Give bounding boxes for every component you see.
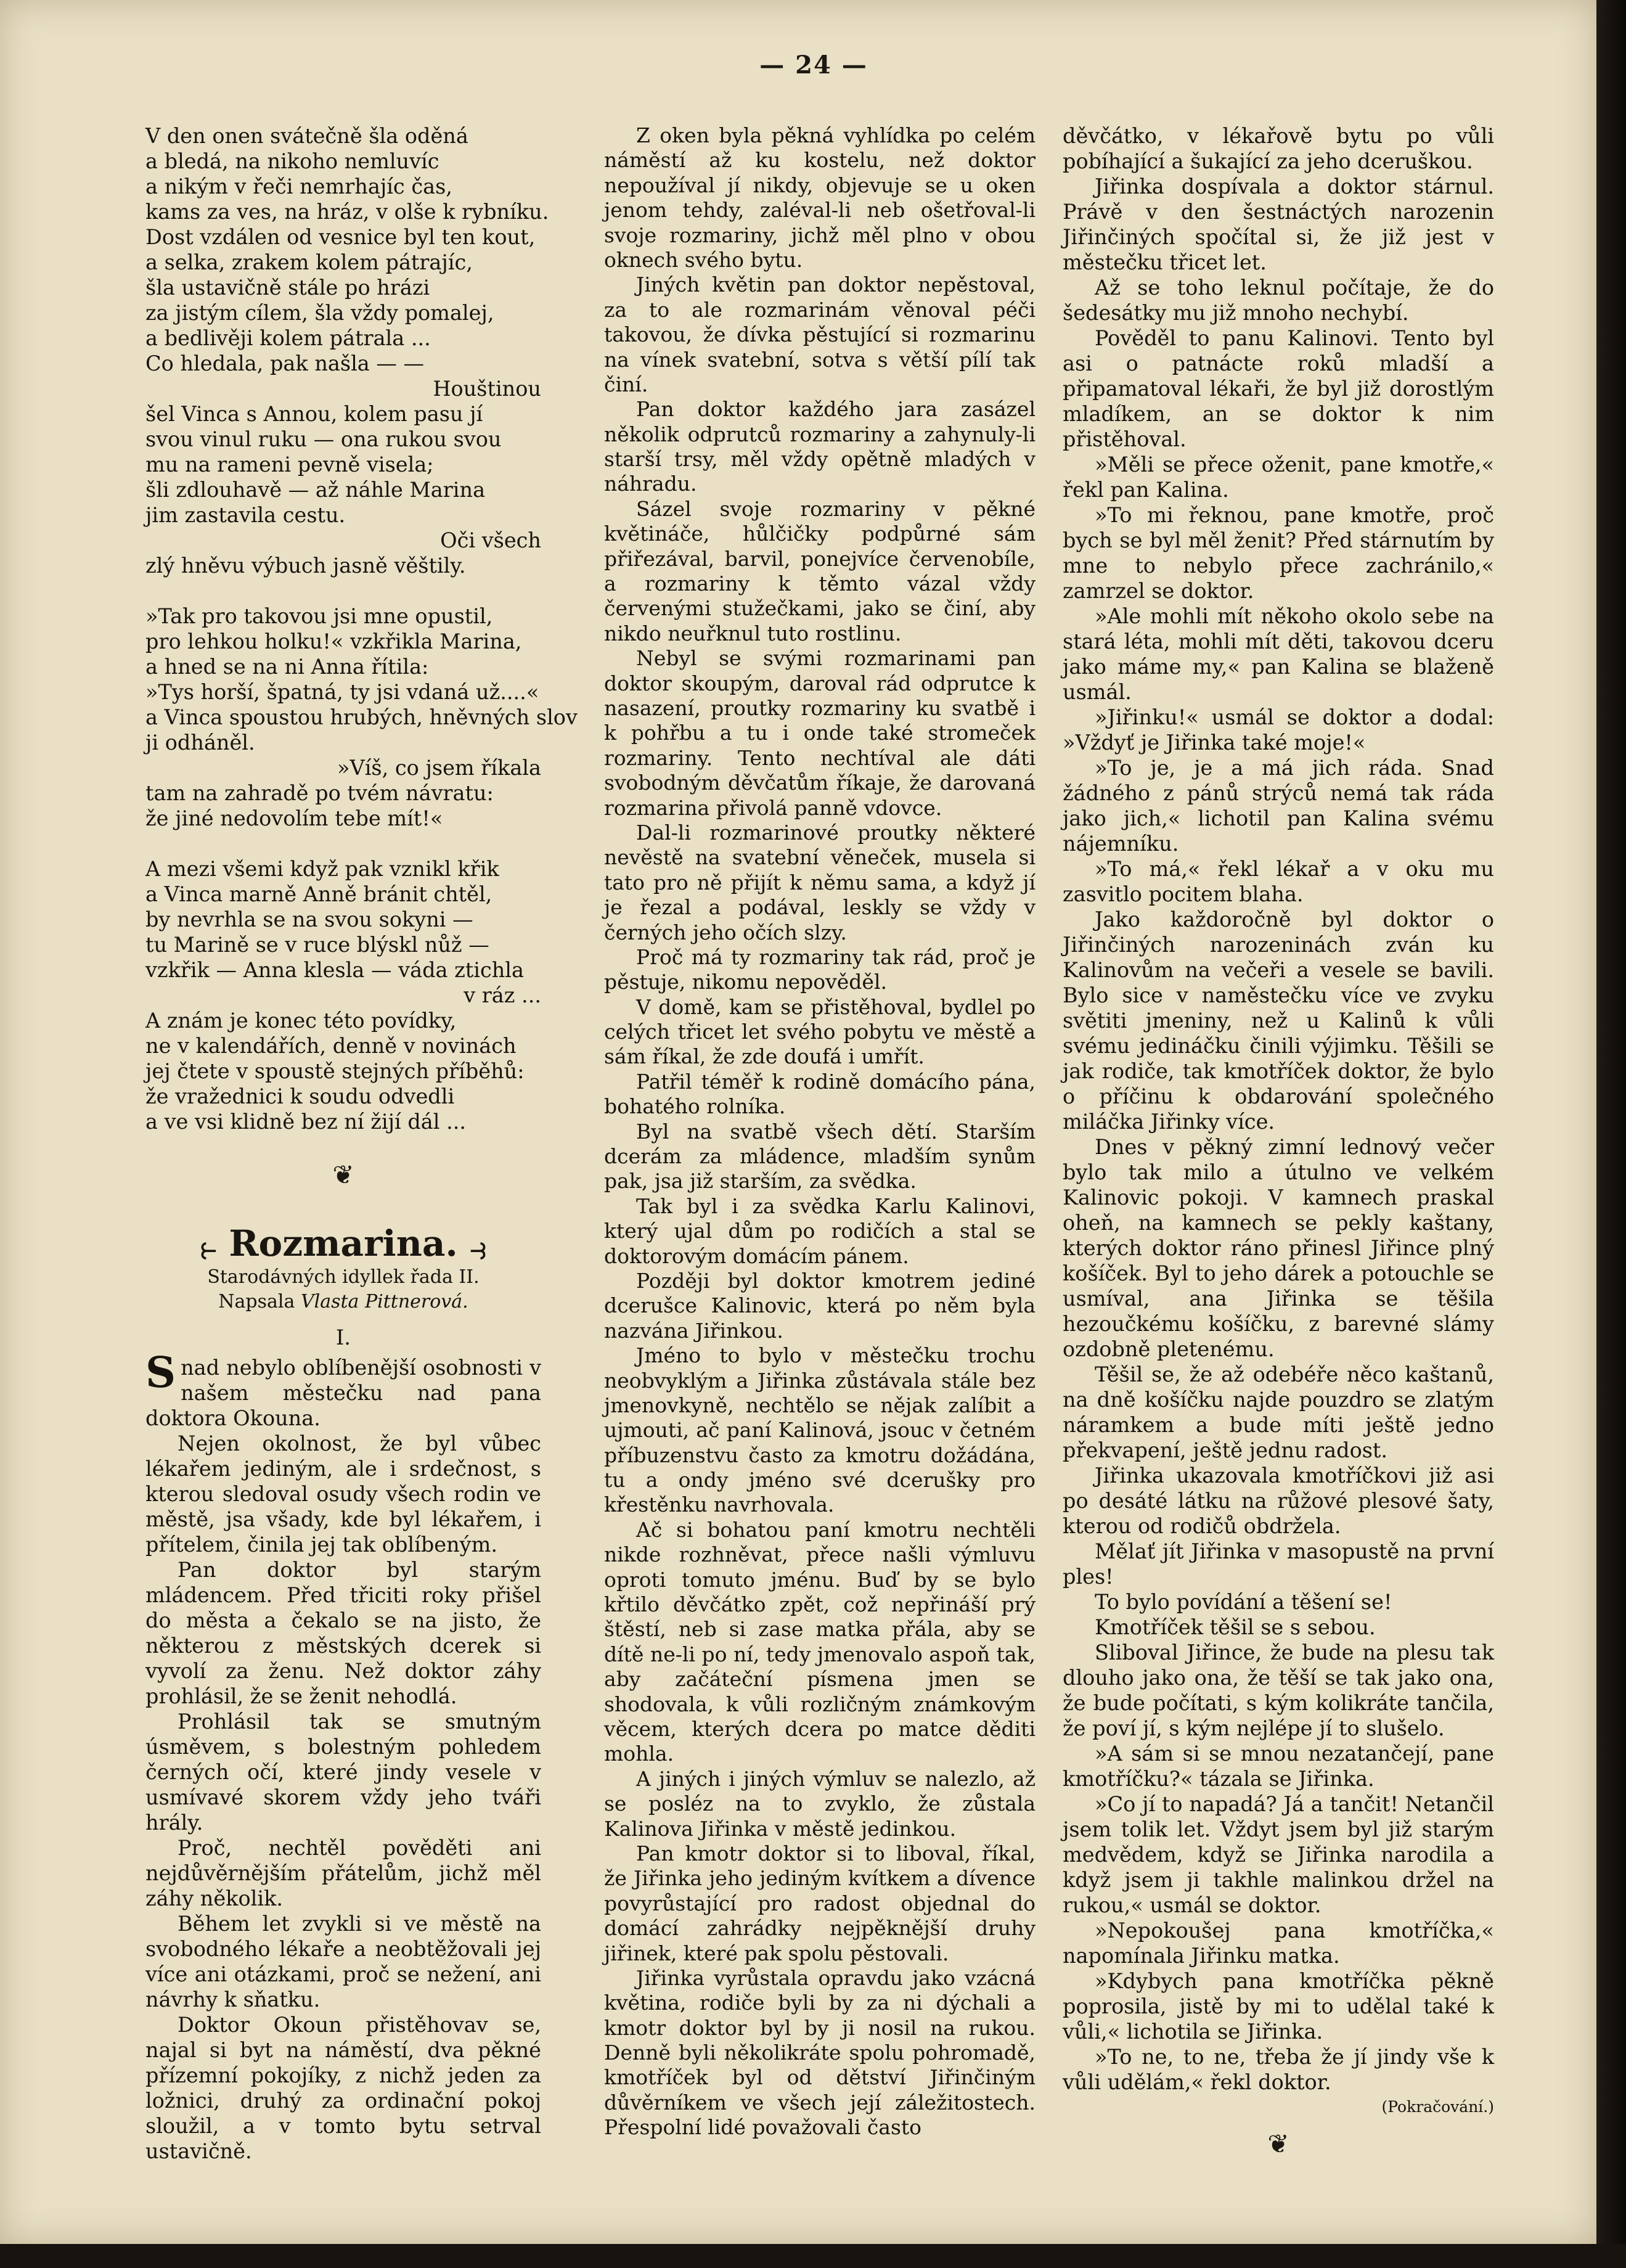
poem-line: tam na zahradě po tvém návratu: xyxy=(145,781,494,805)
paragraph: Proč má ty rozmariny tak rád, proč je pěstuje, nikomu nepověděl. xyxy=(604,944,1036,994)
paragraph: A jiných i jiných výmluv se nalezlo, až se posléz na to zvyklo, že zůstala Kalinova Jiřinka v městě jedinkou. xyxy=(604,1766,1036,1841)
poem-line: a Vinca marně Anně bránit chtěl, xyxy=(145,882,492,906)
poem-line: šla ustavičně stále po hrázi xyxy=(145,276,430,300)
poem-line: a selka, zrakem kolem pátrajíc, xyxy=(145,250,473,274)
poem-line: a Vinca spoustou hrubých, hněvných slov xyxy=(145,705,578,729)
poem-line: a hned se na ni Anna řítila: xyxy=(145,655,429,679)
paragraph: Později byl doktor kmotrem jediné dcerušce Kalinovic, která po něm byla nazvána Jiřinkou. xyxy=(604,1268,1036,1343)
paragraph: Byl na svatbě všech dětí. Starším dcerám za mládence, mladším synům pak, jsa již starším, za svědka. xyxy=(604,1119,1036,1193)
column-2 xyxy=(604,123,1036,2140)
poem-line: Co hledala, pak našla — — xyxy=(145,351,425,375)
poem-line: za jistým cílem, šla vždy pomalej, xyxy=(145,301,494,325)
paragraph: Pověděl to panu Kalinovi. Tento byl asi o patnácte roků mladší a připamatoval lékaři, že byl již dorostlým mladíkem, an se doktor k nim přistěhoval. xyxy=(1063,326,1494,451)
continued-note: (Pokračování.) xyxy=(1381,2098,1494,2116)
poem-line: Dost vzdálen od vesnice byl ten kout, xyxy=(145,225,536,249)
poem-line: že vražednici k soudu odvedli xyxy=(145,1084,455,1108)
byline-prefix: Napsala xyxy=(218,1291,295,1312)
paragraph: V domě, kam se přistěhoval, bydlel po celých třicet let svého pobytu ve městě a sám říkal, že zde doufá i umřít. xyxy=(604,994,1036,1069)
paragraph: Proč, nechtěl pověděti ani nejdůvěrnějším přátelům, jichž měl záhy několik. xyxy=(145,1836,541,1910)
paragraph: Nejen okolnost, že byl vůbec lékařem jediným, ale i srdečnost, s kterou sledoval osudy všech rodin ve městě, jsa všady, kde byl lékařem, i přítelem, činila jej tak oblíbeným. xyxy=(145,1431,541,1557)
poem-line: V den onen svátečně šla oděná xyxy=(145,124,468,148)
page-edge-shadow xyxy=(1596,0,1626,2268)
flourish-left-icon: ⥼ xyxy=(196,1233,221,1267)
poem-line: vzkřik — Anna klesla — váda ztichla xyxy=(145,958,524,982)
poem-line: »Tak pro takovou jsi mne opustil, xyxy=(145,604,493,628)
poem-line: tu Marině se v ruce blýskl nůž — xyxy=(145,933,489,957)
paragraph: Jako každoročně byl doktor o Jiřinčiných narozeninách zván ku Kalinovům na večeři a vesele se bavili. Bylo sice v naměstečku více ve zvyku světiti jmeniny, než u Kalinů k vůli svému jedináčku činili výjimku. Těšili se jak rodiče, tak kmotříček doktor, že bylo o příčinu k obdarování společného miláčka Jiřinky více. xyxy=(1063,907,1494,1134)
paragraph: Patřil téměř k rodině domácího pána, bohatého rolníka. xyxy=(604,1069,1036,1119)
paragraph: děvčátko, v lékařově bytu po vůli pobíhající a šukající za jeho dceruškou. xyxy=(1063,124,1494,173)
paragraph: Prohlásil tak se smutným úsměvem, s bolestným pohledem černých očí, které jindy vesele v usmívavé skorem vždy jeho tváři hrály. xyxy=(145,1709,541,1835)
poem-lines-a xyxy=(145,123,578,1134)
poem-line: ji odháněl. xyxy=(145,731,255,755)
chapter-number: I. xyxy=(335,1325,351,1350)
paragraph: »A sám si se mnou nezatančejí, pane kmotříčku?« tázala se Jiřinka. xyxy=(1063,1742,1494,1791)
ornament-icon: ❦ xyxy=(332,1160,354,1190)
paragraph: »Nepokoušej pana kmotříčka,« napomínala Jiřinku matka. xyxy=(1063,1918,1494,1968)
story-title: Rozmarina. xyxy=(229,1222,458,1264)
poem-line: v ráz ... xyxy=(464,983,541,1007)
paragraph: Jiřinka dospívala a doktor stárnul. Právě v den šestnáctých narozenin Jiřinčiných spočítal si, že již jest v městečku třicet let. xyxy=(1063,174,1494,274)
paragraph: »To ne, to ne, třeba že jí jindy vše k vůli udělám,« řekl doktor. xyxy=(1063,2045,1494,2094)
poem-line: a bledá, na nikoho nemluvíc xyxy=(145,149,439,173)
paragraph: To bylo povídání a těšení se! xyxy=(1095,1590,1392,1614)
poem-line: kams za ves, na hráz, v olše k rybníku. xyxy=(145,200,549,224)
poem-line: zlý hněvu výbuch jasně věštily. xyxy=(145,554,466,578)
paragraph: Pan doktor každého jara zasázel několik odprutců rozmariny a zahynuly-li starší trsy, měl vždy opětně mladých v náhradu. xyxy=(604,397,1036,496)
paragraph: Sázel svoje rozmariny v pěkné květináče, hůlčičky podpůrné sám přiřezával, barvil, ponejvíce červenobíle, a rozmariny k těmto vázal vždy červenými stužečkami, jako se činí, aby nikdo neuřknul tuto rostlinu. xyxy=(604,496,1036,645)
ornament-icon: ❦ xyxy=(1267,2129,1289,2159)
paragraph: Dal-li rozmarinové proutky některé nevěstě na svatební věneček, musela si tato pro ně přijít k němu sama, a když jí je řezal a podával, leskly se vždy v černých jeho očích slzy. xyxy=(604,820,1036,944)
poem-line: Oči všech xyxy=(440,528,541,552)
paragraph-text: nad nebylo oblíbenější osobnosti v našem městečku nad pana doktora Okouna. xyxy=(145,1356,541,1430)
paragraph: Doktor Okoun přistěhovav se, najal si byt na náměstí, dva pěkné přízemní pokojíky, z nichž jeden za ložnici, druhý za ordinační pokoj sloužil, a v tomto bytu setrval ustavičně. xyxy=(145,2013,541,2163)
poem-line: že jiné nedovolím tebe mít!« xyxy=(145,806,443,830)
poem-line: pro lehkou holku!« vzkřikla Marina, xyxy=(145,629,522,653)
poem-line: a bedlivěji kolem pátrala ... xyxy=(145,326,431,350)
story-subtitle: Starodávných idyllek řada II. xyxy=(207,1266,480,1288)
paragraph: Jiřinka ukazovala kmotříčkovi již asi po desáté látku na růžové plesové šaty, kterou od rodičů obdržela. xyxy=(1063,1464,1494,1538)
paragraph: Mělať jít Jiřinka v masopustě na první ples! xyxy=(1063,1539,1494,1589)
paragraph: »Co jí to napadá? Já a tančit! Netančil jsem tolik let. Vždyt jsem byl již starým medvědem, když se Jiřinka narodila a když jsem ji takhle malinkou držel na rukou,« usmál se doktor. xyxy=(1063,1792,1494,1917)
poem-line: svou vinul ruku — ona rukou svou xyxy=(145,427,502,451)
poem-line: ne v kalendářích, denně v novinách xyxy=(145,1034,517,1058)
story-byline xyxy=(145,1290,541,1314)
poem-line: šel Vinca s Annou, kolem pasu jí xyxy=(145,402,483,426)
paragraph: Během let zvykli si ve městě na svobodného lékaře a neobtěžovali jej více ani otázkami, proč se nežení, ani návrhy k sňatku. xyxy=(145,1912,541,2012)
paragraph: Jiřinka vyrůstala opravdu jako vzácná květina, rodiče byli by za ni dýchali a kmotr doktor byl by ji nosil na rukou. Denně byli několikráte spolu pohromadě, kmotříček byl od dětství Jiřinčiným důvěrníkem ve všech její záležitostech. Přespolní lidé považovali často xyxy=(604,1965,1036,2140)
poem-line: »Víš, co jsem říkala xyxy=(337,756,541,780)
paragraph: »To má,« řekl lékař a v oku mu zasvitlo pocitem blaha. xyxy=(1063,857,1494,906)
paragraph: »To je, je a má jich ráda. Snad žádného z pánů strýců nemá tak ráda jako jich,« lichotil pan Kalina svému nájemníku. xyxy=(1063,756,1494,856)
paragraph xyxy=(145,1348,541,1431)
author-name: Vlasta Pittnerová. xyxy=(300,1291,468,1312)
paragraph: »Měli se přece oženit, pane kmotře,« řekl pan Kalina. xyxy=(1063,452,1494,502)
paragraph: Ač si bohatou paní kmotru nechtěli nikde rozhněvat, přece našli výmluvu oproti tomuto jménu. Buď by se bylo křtilo děvčátko zpět, což nepřináší prý štěstí, neb si zase matka přála, aby se dítě ne-li po ní, tedy jmenovalo aspoň tak, aby začáteční písmena jmen se shodovala, k vůli rozličným známkovým věcem, kterých dcera po matce děditi mohla. xyxy=(604,1517,1036,1766)
paragraph: Pan kmotr doktor si to liboval, říkal, že Jiřinka jeho jediným kvítkem a dívence povyrůstající pro radost objednal do domácí zahrádky nejpěknější druhy jiřinek, které pak spolu pěstovali. xyxy=(604,1841,1036,1965)
paragraph: Jiných květin pan doktor nepěstoval, za to ale rozmarinám věnoval péči takovou, že dívka pěstující si rozmarinu na vínek svatební, sotva s větší pílí tak činí. xyxy=(604,272,1036,396)
poem-line: Houštinou xyxy=(433,377,541,401)
paragraph: »Ale mohli mít někoho okolo sebe na stará léta, mohli mít děti, takovou dceru jako máme my,« pan Kalina se blaženě usmál. xyxy=(1063,604,1494,704)
poem-line: A znám je konec této povídky, xyxy=(145,1009,457,1033)
column-1 xyxy=(145,123,578,2164)
paragraph: Pan doktor byl starým mládencem. Před třiciti roky přišel do města a čekalo se na jisto, že některou z městských dcerek si vyvolí za ženu. Než doktor záhy prohlásil, že se ženit nehodlá. xyxy=(145,1558,541,1708)
paragraph: Tak byl i za svědka Karlu Kalinovi, který ujal dům po rodičích a stal se doktorovým domácím pánem. xyxy=(604,1193,1036,1268)
poem-line: jej čtete v spoustě stejných příběhů: xyxy=(145,1059,525,1083)
page-edge-bottom xyxy=(0,2244,1626,2268)
paragraph: »To mi řeknou, pane kmotře, proč bych se byl měl ženit? Před stárnutím by mne to nebylo přece zachránilo,« zamrzel se doktor. xyxy=(1063,503,1494,603)
poem-line: »Tys horší, špatná, ty jsi vdaná už....« xyxy=(145,680,539,704)
paragraph: »Kdybych pana kmotříčka pěkně poprosila, jistě by mi to udělal také k vůli,« lichotila se Jiřinka. xyxy=(1063,1969,1494,2044)
column-3 xyxy=(1063,123,1494,2185)
poem-line: a ve vsi klidně bez ní žijí dál ... xyxy=(145,1110,467,1134)
poem-line: šli zdlouhavě — až náhle Marina xyxy=(145,478,486,502)
drop-cap: S xyxy=(145,1348,176,1398)
poem-line: mu na rameni pevně visela; xyxy=(145,452,434,477)
paragraph: Z oken byla pěkná vyhlídka po celém náměstí až ku kostelu, než doktor nepoužíval jí nikdy, objevuje se u oken jenom tehdy, zaléval-li neb ošetřoval-li svoje rozmariny, jichž měl plno v obou oknech svého bytu. xyxy=(604,123,1036,272)
page-number: — 24 — xyxy=(759,51,868,80)
paragraph: Kmotříček těšil se s sebou. xyxy=(1095,1615,1376,1639)
paragraph: Nebyl se svými rozmarinami pan doktor skoupým, daroval rád odprutce k nasazení, proutky rozmariny ku svatbě i k pohřbu a tu i onde také stromeček rozmariny. Tento nechtíval ale dáti svobodným děvčatům říkaje, že darovaná rozmarina přivolá panně vdovce. xyxy=(604,646,1036,820)
flourish-right-icon: ⥽ xyxy=(466,1233,491,1267)
paragraph: Jméno to bylo v městečku trochu neobvyklým a Jiřinka zůstávala stále bez jmenovkyně, nechtělo se nějak zalíbit a ujmouti, ač paní Kalinová, jsouc v četném příbuzenstvu často za kmotru dožádána, tu a ondy jméno své dcerušky pro křestěnku navrhovala. xyxy=(604,1343,1036,1517)
story-title-block xyxy=(145,1222,541,1265)
poem-line: A mezi všemi když pak vznikl křik xyxy=(145,857,499,881)
paragraph: Dnes v pěkný zimní lednový večer bylo tak milo a útulno ve velkém Kalinovic pokoji. V kamnech praskal oheň, na kamnech se pekly kaštany, kterých doktor ráno přinesl Jiřince plný košíček. Byl to jeho dárek a potouchle se usmíval, ana Jiřinka se těšila hezoučkému košíčku, z barevné slámy ozdobně pletenému. xyxy=(1063,1135,1494,1361)
paragraph: Sliboval Jiřince, že bude na plesu tak dlouho jako ona, že těší se tak jako ona, že bude počítati, s kým kolikráte tančila, že poví jí, s kým nejlépe jí to slušelo. xyxy=(1063,1640,1494,1740)
paragraph: Těšil se, že až odebéře něco kaštanů, na dně košíčku najde pouzdro se zlatým náramkem a bude míti ještě jedno překvapení, ještě jednu radost. xyxy=(1063,1362,1494,1462)
paragraph: »Jiřinku!« usmál se doktor a dodal: »Vždyť je Jiřinka také moje!« xyxy=(1063,705,1494,755)
poem-line: by nevrhla se na svou sokyni — xyxy=(145,907,473,931)
poem-line: jim zastavila cestu. xyxy=(145,503,346,527)
poem-line: a nikým v řeči nemrhajíc čas, xyxy=(145,174,452,199)
paragraph: Až se toho leknul počítaje, že do šedesátky mu již mnoho nechybí. xyxy=(1063,276,1494,325)
